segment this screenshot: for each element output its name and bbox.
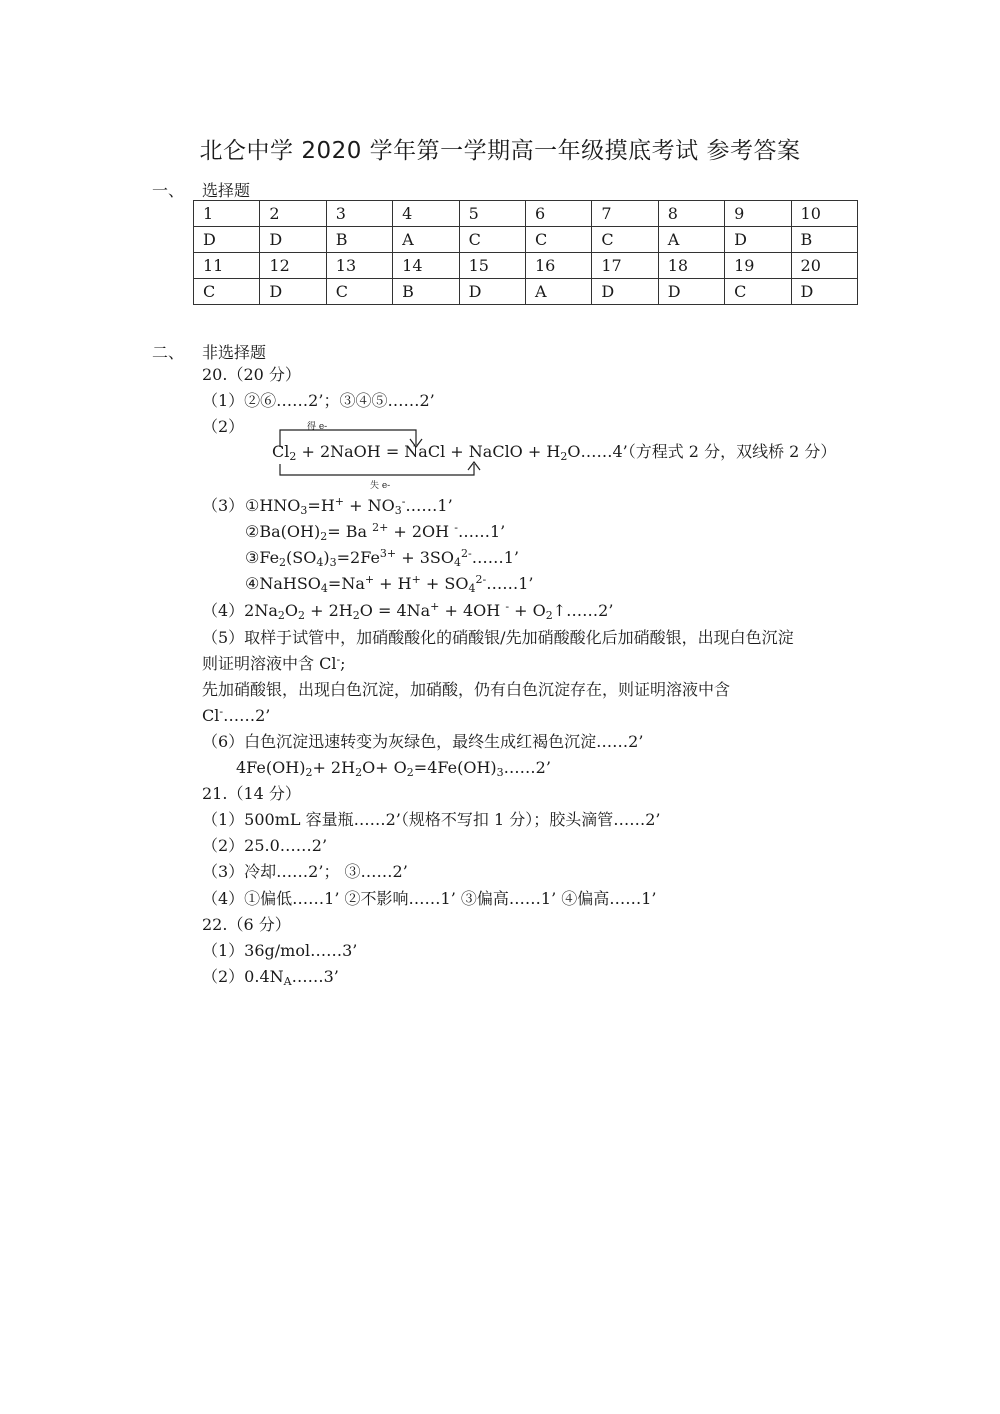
answer-table-cell: 13	[326, 253, 392, 279]
answer-table-cell: 7	[592, 201, 658, 227]
q20-part2-label: （2）	[202, 417, 245, 436]
answer-table-cell: B	[791, 227, 857, 253]
answer-table-cell: B	[393, 279, 459, 305]
q20-part5-line4: Cl-……2’	[202, 705, 271, 725]
answer-table-cell: C	[194, 279, 260, 305]
q22-header: 22.（6 分）	[202, 915, 291, 934]
answer-table-cell: 19	[725, 253, 791, 279]
q22-part1: （1）36g/mol……3’	[202, 941, 358, 960]
answer-table-cell: D	[791, 279, 857, 305]
answer-table-cell: D	[194, 227, 260, 253]
lose-electron-line	[280, 464, 474, 475]
q20-part5-line2: 则证明溶液中含 Cl-;	[202, 653, 346, 673]
answer-table-cell: 10	[791, 201, 857, 227]
bridge-lose-label: 失 e-	[370, 481, 391, 491]
answer-table-cell: A	[525, 279, 591, 305]
answer-table-cell: 14	[393, 253, 459, 279]
answer-table-cell: 20	[791, 253, 857, 279]
answer-table-cell: 1	[194, 201, 260, 227]
redox-equation: $Cl_2$ + 2NaOH = NaCl + NaClO + $H_2O\dots\dots 4$’（方程式 2 分，双线桥 2 分）	[272, 442, 837, 463]
answer-table-cell: C	[459, 227, 525, 253]
answer-table-cell: D	[725, 227, 791, 253]
q20-header: 20.（20 分）	[202, 365, 301, 384]
answer-table-cell: 9	[725, 201, 791, 227]
section-1-number: 一、	[152, 181, 185, 200]
answer-table	[193, 200, 858, 305]
answer-table-cell: 5	[459, 201, 525, 227]
answer-table-cell: 12	[260, 253, 326, 279]
answer-table-cell: 15	[459, 253, 525, 279]
answer-table-cell: C	[592, 227, 658, 253]
answer-table-row	[194, 201, 858, 227]
answer-table-cell: C	[725, 279, 791, 305]
answer-table-cell: 3	[326, 201, 392, 227]
answer-table-cell: 16	[525, 253, 591, 279]
answer-table-cell: D	[592, 279, 658, 305]
answer-table-row	[194, 227, 858, 253]
q21-part4: （4）①偏低……1’ ②不影响……1’ ③偏高……1’ ④偏高……1’	[202, 889, 657, 908]
section-1-label: 选择题	[202, 181, 251, 200]
q21-part2: （2）25.0……2’	[202, 836, 328, 855]
bridge-gain-label: 得 e-	[307, 422, 328, 432]
ionization-eq-3: $③Fe_2(SO_4)_3=2Fe^{3+}$ + $3SO_4^{2-}\dots\dots 1$’	[245, 547, 519, 569]
answer-table-row	[194, 253, 858, 279]
section-2-number: 二、	[152, 343, 185, 362]
answer-table-cell: 8	[658, 201, 724, 227]
q21-part3: （3）冷却……2’； ③……2’	[202, 862, 408, 881]
answer-table-cell: 6	[525, 201, 591, 227]
q21-header: 21.（14 分）	[202, 784, 301, 803]
answer-table-cell: D	[459, 279, 525, 305]
q20-part3-label: （3）	[202, 496, 245, 515]
answer-table-cell: 4	[393, 201, 459, 227]
answer-table-row	[194, 279, 858, 305]
answer-table-cell: D	[260, 227, 326, 253]
answer-table-cell: C	[326, 279, 392, 305]
answer-table-cell: 17	[592, 253, 658, 279]
answer-table-cell: D	[260, 279, 326, 305]
q20-part5-line3: 先加硝酸银，出现白色沉淀，加硝酸，仍有白色沉淀存在，则证明溶液中含	[202, 680, 731, 699]
q20-part6-line1: （6）白色沉淀迅速转变为灰绿色，最终生成红褐色沉淀……2’	[202, 732, 644, 751]
ionization-eq-4: ④NaHSO$_4$=Na+ + $H^+ + SO_4^{2-}\dots\dots 1$’	[245, 573, 534, 595]
q20-part6-equation: $4Fe(OH)_2+ 2H_2O+$ $O_2=4Fe(OH)_3\dots\dots 2$’	[236, 758, 551, 779]
page-title: 北仑中学 2020 学年第一学期高一年级摸底考试 参考答案	[199, 138, 801, 164]
q20-part5-line1: （5）取样于试管中，加硝酸酸化的硝酸银/先加硝酸酸化后加硝酸银，出现白色沉淀	[202, 628, 794, 647]
answer-table-cell: B	[326, 227, 392, 253]
ionization-eq-2: $②Ba(OH)_2= Ba$ $^{2+}$ + 2OH -……1’	[245, 521, 506, 543]
ionization-eq-1: $①HNO_3=H^+$ + $NO_3^-\dots\dots 1$’	[245, 495, 453, 517]
answer-table-cell: A	[393, 227, 459, 253]
q20-part1: （1）②⑥……2’；③④⑤……2’	[202, 391, 435, 410]
answer-table-cell: D	[658, 279, 724, 305]
answer-table-cell: C	[525, 227, 591, 253]
answer-table-cell: 18	[658, 253, 724, 279]
q21-part1: （1）500mL 容量瓶……2’（规格不写扣 1 分）；胶头滴管……2’	[202, 810, 661, 829]
q22-part2: $(2)0.4N_A\dots\dots 3$’	[202, 967, 339, 988]
section-2-label: 非选择题	[202, 343, 267, 362]
answer-table-cell: 11	[194, 253, 260, 279]
answer-table-cell: A	[658, 227, 724, 253]
answer-table-cell: 2	[260, 201, 326, 227]
q20-part4: $(4)2Na_2O_2 + 2H_2O = 4Na^+ + 4OH$ $^- + O_2↑\dots\dots 2$’	[202, 600, 614, 622]
